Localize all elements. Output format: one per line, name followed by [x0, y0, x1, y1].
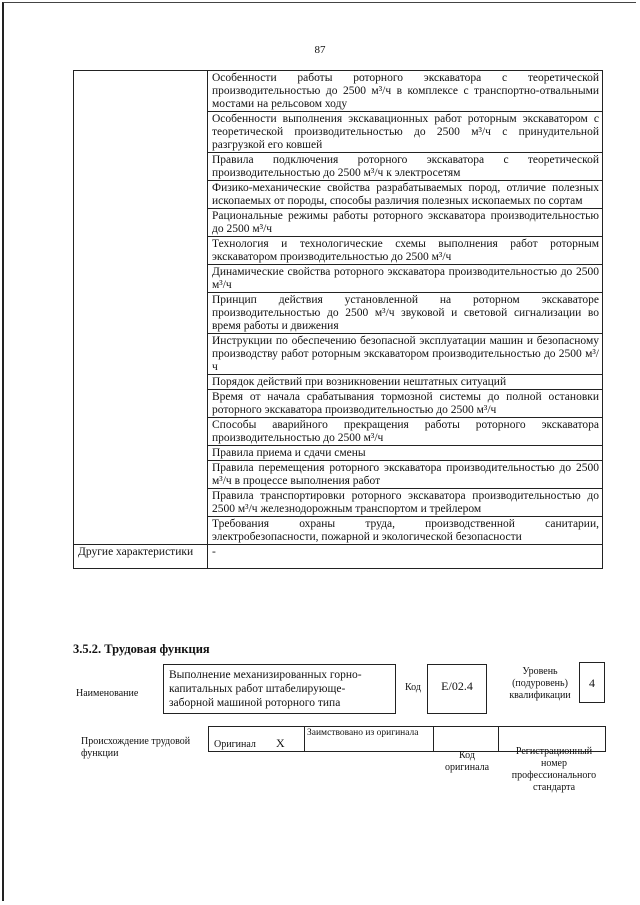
knowledge-item: Требования охраны труда, производственной санитарии, электробезопасности, пожарной и экологической безопасности [208, 517, 603, 545]
knowledge-item: Правила подключения роторного экскаватора с теоретической производительностью до 2500 м³/ч к электросетям [208, 153, 603, 181]
knowledge-item: Рациональные режимы работы роторного экскаватора производительностью до 2500 м³/ч [208, 209, 603, 237]
function-code-value: E/02.4 [427, 664, 487, 714]
knowledge-row [74, 71, 603, 112]
knowledge-item: Динамические свойства роторного экскаватора производительностью до 2500 м³/ч [208, 265, 603, 293]
knowledge-item: Способы аварийного прекращения работы роторного экскаватора производительностью до 2500 м³/ч [208, 418, 603, 446]
knowledge-item: Принцип действия установленной на роторном экскаваторе производительностью до 2500 м³/ч звуковой и световой сигнализации во время работы и движения [208, 293, 603, 334]
function-code-label: Код [405, 682, 421, 693]
qualification-level-label: Уровень (подуровень) квалификации [509, 666, 571, 701]
section-title: 3.5.2. Трудовая функция [73, 642, 210, 656]
other-characteristics-value: - [208, 545, 603, 569]
knowledge-item: Особенности работы роторного экскаватора с теоретической производительностью до 2500 м³/ч в комплексе с транспортно-отвальными мостами на рельсовом ходу [208, 71, 603, 112]
knowledge-item: Особенности выполнения экскавационных работ роторным экскаватором с теоретической производительностью до 2500 м³/ч с принудительной разгрузкой его ковшей [208, 112, 603, 153]
other-characteristics-row [74, 545, 603, 569]
knowledge-item: Порядок действий при возникновении нештатных ситуаций [208, 375, 603, 390]
function-name-value: Выполнение механизированных горно-капитальных работ штабелирующе-заборной машиной роторного типа [163, 664, 396, 714]
registration-number-caption: Регистрационный номер профессионального стандарта [511, 746, 597, 793]
knowledge-item: Правила перемещения роторного экскаватора производительностью до 2500 м³/ч в процессе выполнения работ [208, 461, 603, 489]
knowledge-item: Инструкции по обеспечению безопасной эксплуатации машин и безопасному производству работ роторным экскаватором производительностью до 2500 м³/ч [208, 334, 603, 375]
knowledge-item: Правила приема и сдачи смены [208, 446, 603, 461]
knowledge-item: Время от начала срабатывания тормозной системы до полной остановки роторного экскаватора производительностью до 2500 м³/ч [208, 390, 603, 418]
knowledge-label-cell [74, 71, 208, 545]
origin-original-mark: X [276, 736, 285, 750]
knowledge-item: Технология и технологические схемы выполнения работ роторным экскаватором производительностью до 2500 м³/ч [208, 237, 603, 265]
knowledge-item: Физико-механические свойства разрабатываемых пород, отличие полезных ископаемых от породы, способы различия полезных ископаемых по сортам [208, 181, 603, 209]
function-name-label: Наименование [76, 688, 139, 699]
origin-label: Происхождение трудовой функции [81, 736, 191, 759]
original-code-caption: Код оригинала [444, 750, 490, 773]
page-number: 87 [314, 44, 326, 56]
qualification-level-value: 4 [579, 662, 605, 703]
requirements-table [73, 70, 603, 569]
other-characteristics-label: Другие характеристики [74, 545, 208, 569]
knowledge-item: Правила транспортировки роторного экскаватора производительностью до 2500 м³/ч железнодорожным транспортом и трейлером [208, 489, 603, 517]
origin-borrowed-label: Заимствовано из оригинала [307, 728, 419, 738]
origin-original-label: Оригинал [214, 739, 256, 750]
